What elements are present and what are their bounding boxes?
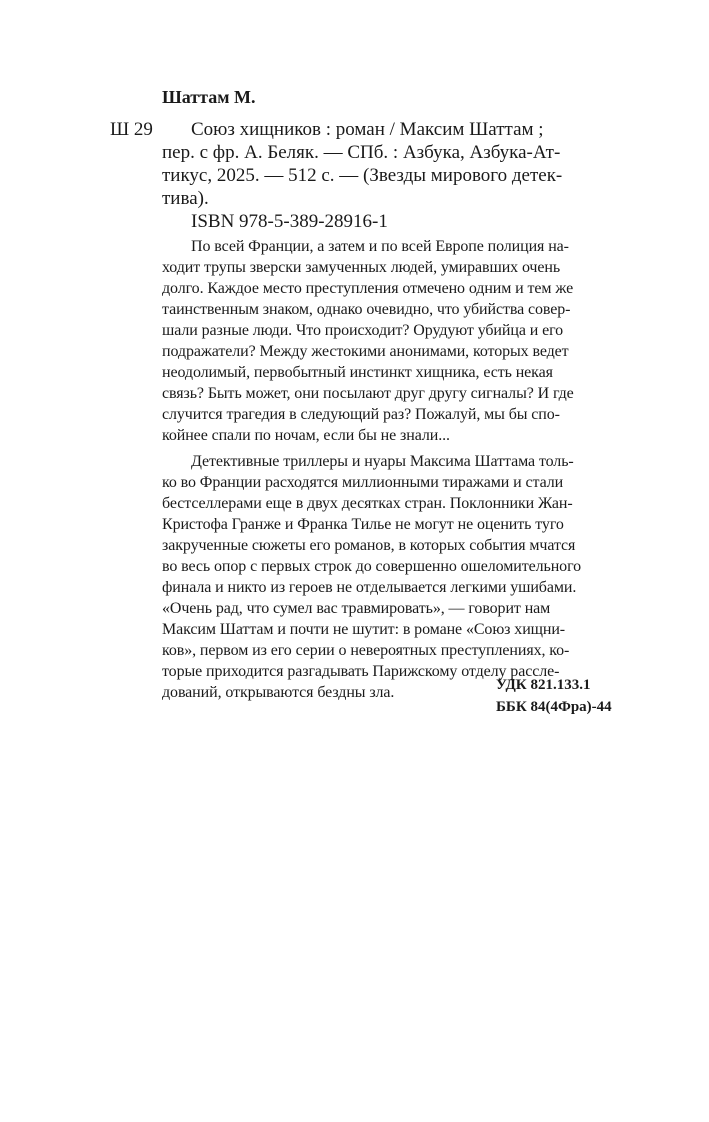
title-line: пер. с фр. А. Беляк. — СПб. : Азбука, Азбука-Ат-: [162, 142, 561, 163]
annotation-line: Детективные триллеры и нуары Максима Шаттама толь-: [191, 453, 574, 470]
classification-code: Ш 29: [110, 119, 153, 140]
annotation-line: закрученные сюжеты его романов, в которых события мчатся: [162, 537, 576, 554]
annotation-line: ков», первом из его серии о невероятных преступлениях, ко-: [162, 642, 570, 659]
title-line: тикус, 2025. — 512 с. — (Звезды мирового детек-: [162, 165, 563, 186]
annotation-line: торые приходится разгадывать Парижскому отделу рассле-: [162, 663, 560, 680]
annotation-line: финала и никто из героев не отделывается легкими ушибами.: [162, 579, 577, 596]
title-line: Союз хищников : роман / Максим Шаттам ;: [191, 119, 544, 140]
annotation-line: койнее спали по ночам, если бы не знали...: [162, 427, 450, 444]
annotation-line: подражатели? Между жестокими анонимами, которых ведет: [162, 343, 569, 360]
annotation-line: шали разные люди. Что происходит? Орудуют убийца и его: [162, 322, 564, 339]
annotation-line: случится трагедия в следующий раз? Пожалуй, мы бы спо-: [162, 406, 560, 423]
annotation-line: Кристофа Гранже и Франка Тилье не могут не оценить туго: [162, 516, 564, 533]
annotation-line: во весь опор с первых строк до совершенно ошеломительного: [162, 558, 582, 575]
isbn: ISBN 978-5-389-28916-1: [191, 211, 388, 232]
annotation-line: долго. Каждое место преступления отмечено одним и тем же: [162, 280, 574, 297]
annotation-line: бестселлерами еще в двух десятках стран. Поклонники Жан-: [162, 495, 573, 512]
bbk-index: ББК 84(4Фра)-44: [496, 699, 612, 715]
annotation-line: таинственным знаком, однако очевидно, что убийства совер-: [162, 301, 571, 318]
annotation-line: ходит трупы зверски замученных людей, умиравших очень: [162, 259, 561, 276]
title-line: тива).: [162, 188, 209, 209]
author-heading: Шаттам М.: [162, 87, 256, 107]
annotation-line: «Очень рад, что сумел вас травмировать», — говорит нам: [162, 600, 551, 617]
annotation-line: Максим Шаттам и почти не шутит: в романе «Союз хищни-: [162, 621, 566, 638]
annotation-line: По всей Франции, а затем и по всей Европе полиция на-: [191, 238, 569, 255]
annotation-line: неодолимый, первобытный инстинкт хищника, есть некая: [162, 364, 553, 381]
annotation-line: дований, открываются бездны зла.: [162, 684, 395, 701]
udk-index: УДК 821.133.1: [496, 677, 591, 693]
annotation-line: связь? Быть может, они посылают друг другу сигналы? И где: [162, 385, 574, 402]
annotation-line: ко во Франции расходятся миллионными тиражами и стали: [162, 474, 564, 491]
